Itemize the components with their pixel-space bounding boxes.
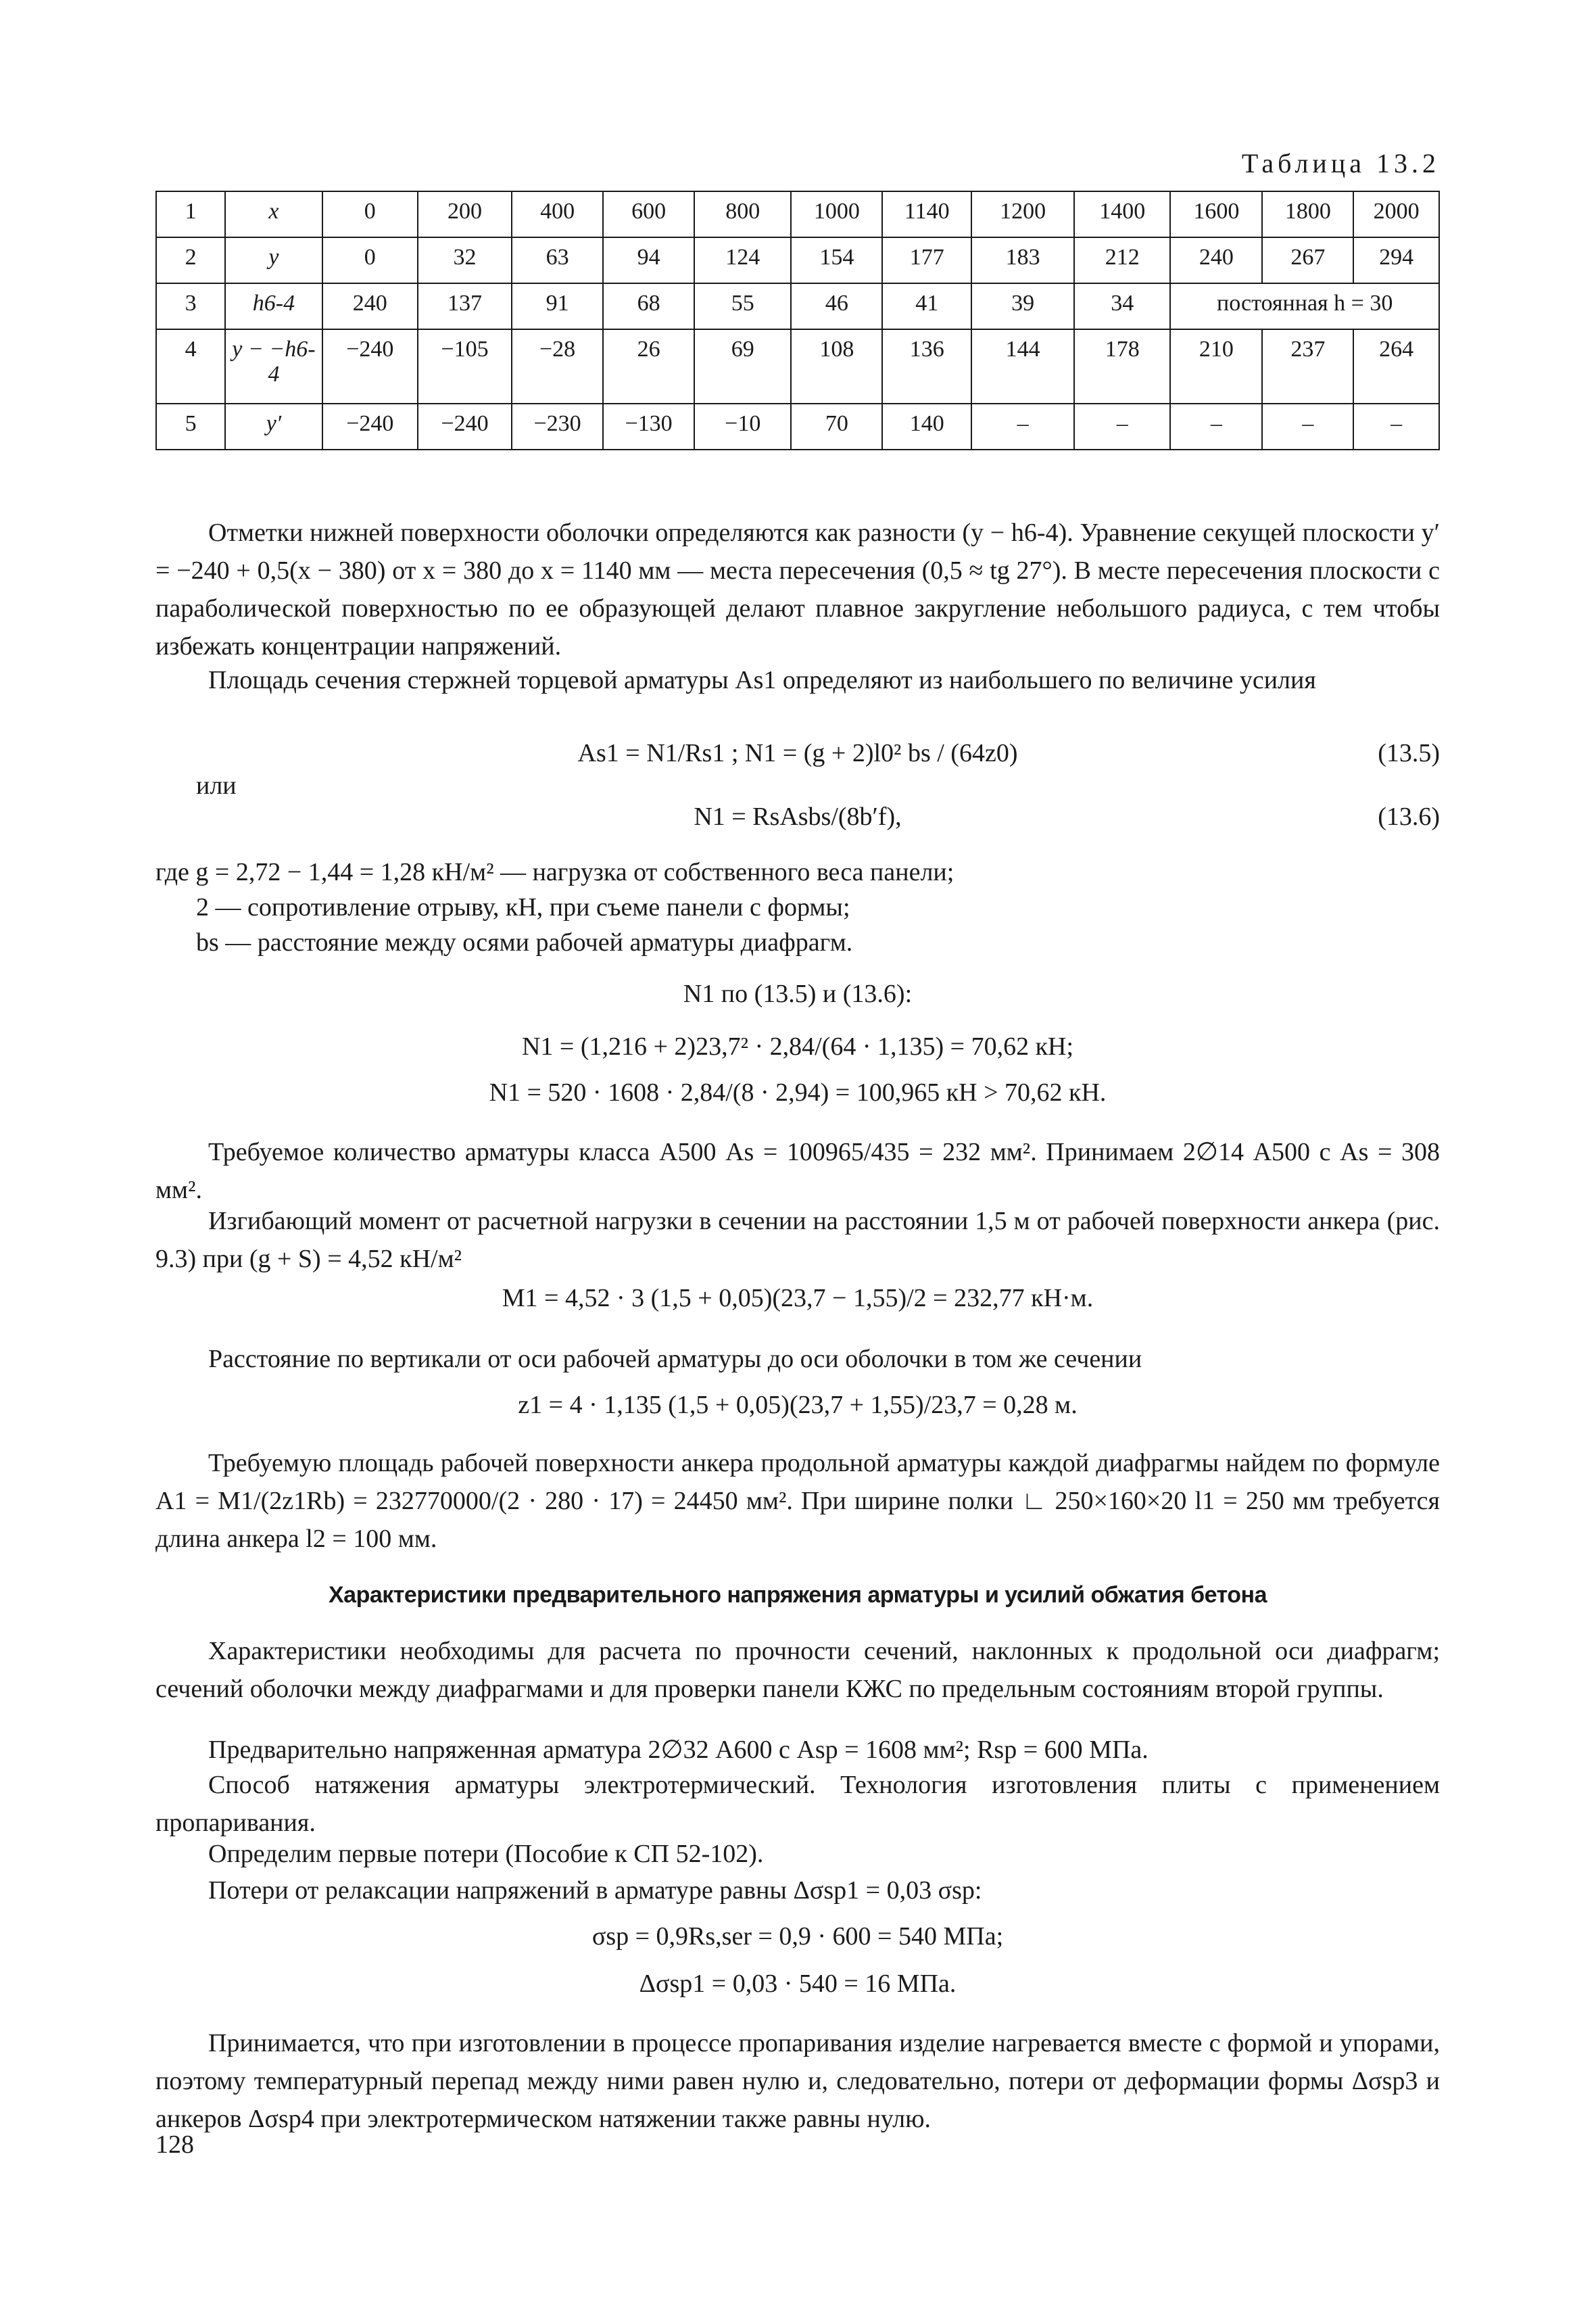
table-cell: 4 bbox=[156, 329, 225, 404]
table-cell: 2000 bbox=[1353, 191, 1439, 237]
table-cell: 94 bbox=[603, 237, 694, 283]
table-cell: y′ bbox=[225, 404, 322, 450]
table-cell: 69 bbox=[694, 329, 791, 404]
formula-sigma-sp: σsp = 0,9Rs,ser = 0,9 · 600 = 540 МПа; bbox=[591, 1922, 1004, 1951]
table-cell: 2 bbox=[156, 237, 225, 283]
table-cell: – bbox=[1170, 404, 1262, 450]
paragraph-steam-curing: Принимается, что при изготовлении в процессе пропаривания изделие нагревается вместе с формой и упорами, поэтому температурный перепад между ними равен нулю и, следовательно, потери от деформации формы Δσsp3 и анкеров Δσsp4 при электротермическом натяжении также равны нулю. bbox=[155, 2029, 1440, 2133]
table-cell: 32 bbox=[418, 237, 512, 283]
equation-13-5: As1 = N1/Rs1 ; N1 = (g + 2)l0² bs / (64z0) bbox=[577, 739, 1018, 767]
table-cell: 34 bbox=[1074, 283, 1170, 329]
table-row bbox=[156, 283, 1439, 329]
table-cell: 1000 bbox=[791, 191, 882, 237]
table-cell: 237 bbox=[1262, 329, 1353, 404]
table-cell: 3 bbox=[156, 283, 225, 329]
table-cell: 0 bbox=[322, 237, 418, 283]
table-cell: – bbox=[1074, 404, 1170, 450]
table-cell: 1 bbox=[156, 191, 225, 237]
table-row bbox=[156, 237, 1439, 283]
table-cell: 400 bbox=[512, 191, 603, 237]
table-cell: 137 bbox=[418, 283, 512, 329]
paragraph-end-reinforcement: Площадь сечения стержней торцевой арматуры As1 определяют из наибольшего по величине усилия bbox=[208, 666, 1316, 694]
formula-delta-sigma: Δσsp1 = 0,03 · 540 = 16 МПа. bbox=[639, 1970, 957, 1998]
table-cell: 5 bbox=[156, 404, 225, 450]
table-cell: 264 bbox=[1353, 329, 1439, 404]
table-cell: 294 bbox=[1353, 237, 1439, 283]
paragraph-tension-method: Способ натяжения арматуры электротермический. Технология изготовления плиты с применением пропаривания. bbox=[155, 1771, 1440, 1837]
table-cell: – bbox=[971, 404, 1074, 450]
table-cell: 200 bbox=[418, 191, 512, 237]
table-cell: 68 bbox=[603, 283, 694, 329]
where-line: 2 — сопротивление отрыву, кН, при съеме панели с формы; bbox=[196, 893, 850, 922]
table-cell: 240 bbox=[1170, 237, 1262, 283]
table-row bbox=[156, 191, 1439, 237]
equation-number: (13.5) bbox=[1378, 739, 1440, 767]
table-cell-merged: постоянная h = 30 bbox=[1170, 283, 1439, 329]
table-cell: 26 bbox=[603, 329, 694, 404]
table-cell: −240 bbox=[322, 329, 418, 404]
table-cell: 140 bbox=[882, 404, 971, 450]
table-cell: −10 bbox=[694, 404, 791, 450]
table-cell: −230 bbox=[512, 404, 603, 450]
page-number: 128 bbox=[155, 2130, 194, 2159]
table-cell: 55 bbox=[694, 283, 791, 329]
paragraph-bending-moment: Изгибающий момент от расчетной нагрузки в сечении на расстоянии 1,5 м от рабочей поверхности анкера (рис. 9.3) при (g + S) = 4,52 кН/м² bbox=[155, 1207, 1440, 1273]
table-cell: 39 bbox=[971, 283, 1074, 329]
table-cell: 800 bbox=[694, 191, 791, 237]
table-cell: 1600 bbox=[1170, 191, 1262, 237]
paragraph-anchor-area: Требуемую площадь рабочей поверхности анкера продольной арматуры каждой диафрагмы найдем по формуле A1 = M1/(2z1Rb) = 232770000/(2 · 280 · 17) = 24450 мм². При ширине полки ∟ 250×160×20 l1 = 250 мм требуется длина анкера l2 = 100 мм. bbox=[155, 1449, 1440, 1553]
table-cell: 63 bbox=[512, 237, 603, 283]
table-cell: – bbox=[1262, 404, 1353, 450]
table-cell: −105 bbox=[418, 329, 512, 404]
table-cell: x bbox=[225, 191, 322, 237]
paragraph-required-reinforcement: Требуемое количество арматуры класса А500 As = 100965/435 = 232 мм². Принимаем 2∅14 А500 с As = 308 мм². bbox=[155, 1138, 1440, 1204]
table-row bbox=[156, 404, 1439, 450]
document-page bbox=[155, 0, 1440, 2315]
paragraph-prestressed: Предварительно напряженная арматура 2∅32 А600 с Asp = 1608 мм²; Rsp = 600 МПа. bbox=[208, 1736, 1148, 1764]
equation-number: (13.6) bbox=[1378, 803, 1440, 831]
table-cell: 177 bbox=[882, 237, 971, 283]
table-row bbox=[156, 329, 1439, 404]
table-cell: 136 bbox=[882, 329, 971, 404]
table-cell: 1400 bbox=[1074, 191, 1170, 237]
table-cell: 70 bbox=[791, 404, 882, 450]
table-cell: – bbox=[1353, 404, 1439, 450]
table-cell: 267 bbox=[1262, 237, 1353, 283]
table-cell: 178 bbox=[1074, 329, 1170, 404]
table-cell: 600 bbox=[603, 191, 694, 237]
equation-13-6: N1 = RsAsbs/(8b′f), bbox=[694, 803, 902, 831]
table-cell: 1200 bbox=[971, 191, 1074, 237]
table-cell: 124 bbox=[694, 237, 791, 283]
table-caption: Таблица 13.2 bbox=[1241, 148, 1440, 178]
paragraph-vertical-distance: Расстояние по вертикали от оси рабочей арматуры до оси оболочки в том же сечении bbox=[208, 1345, 1142, 1373]
table-cell: 108 bbox=[791, 329, 882, 404]
table-cell: y − −h6-4 bbox=[225, 329, 322, 404]
data-table bbox=[155, 191, 1440, 450]
table-cell: −28 bbox=[512, 329, 603, 404]
table-cell: 183 bbox=[971, 237, 1074, 283]
section-heading: Характеристики предварительного напряжения арматуры и усилий обжатия бетона bbox=[329, 1582, 1267, 1608]
paragraph-relaxation: Потери от релаксации напряжений в арматуре равны Δσsp1 = 0,03 σsp: bbox=[208, 1876, 982, 1905]
table-cell: −130 bbox=[603, 404, 694, 450]
table-cell: y bbox=[225, 237, 322, 283]
or-label: или bbox=[196, 771, 237, 800]
table-cell: −240 bbox=[322, 404, 418, 450]
formula-z1: z1 = 4 · 1,135 (1,5 + 0,05)(23,7 + 1,55)/23,7 = 0,28 м. bbox=[518, 1391, 1078, 1419]
paragraph-first-losses: Определим первые потери (Пособие к СП 52-102). bbox=[208, 1840, 764, 1868]
table-cell: 240 bbox=[322, 283, 418, 329]
where-line: bs — расстояние между осями рабочей арматуры диафрагм. bbox=[196, 928, 853, 957]
table-cell: −240 bbox=[418, 404, 512, 450]
table-cell: 0 bbox=[322, 191, 418, 237]
formula-m1: M1 = 4,52 · 3 (1,5 + 0,05)(23,7 − 1,55)/2 = 232,77 кН·м. bbox=[502, 1284, 1094, 1312]
paragraph-characteristics: Характеристики необходимы для расчета по прочности сечений, наклонных к продольной оси диафрагм; сечений оболочки между диафрагмами и для проверки панели КЖС по предельным состояниям второй группы. bbox=[155, 1637, 1440, 1703]
formula-header: N1 по (13.5) и (13.6): bbox=[683, 980, 913, 1008]
table-cell: 1140 bbox=[882, 191, 971, 237]
table-cell: 91 bbox=[512, 283, 603, 329]
table-cell: 212 bbox=[1074, 237, 1170, 283]
formula-n1-a: N1 = (1,216 + 2)23,7² · 2,84/(64 · 1,135) = 70,62 кН; bbox=[521, 1032, 1074, 1061]
paragraph-surface-marks: Отметки нижней поверхности оболочки определяются как разности (y − h6-4). Уравнение секущей плоскости y′ = −240 + 0,5(x − 380) от x = 380 до x = 1140 мм — места пересечения (0,5 ≈ tg 27°). В месте пересечения плоскости с параболической поверхностью по ее образующей делают плавное закругление небольшого радиуса, с тем чтобы избежать концентрации напряжений. bbox=[155, 519, 1440, 661]
table-cell: 144 bbox=[971, 329, 1074, 404]
formula-n1-b: N1 = 520 · 1608 · 2,84/(8 · 2,94) = 100,965 кН > 70,62 кН. bbox=[489, 1078, 1107, 1107]
where-line: где g = 2,72 − 1,44 = 1,28 кН/м² — нагрузка от собственного веса панели; bbox=[155, 858, 954, 886]
table-cell: 41 bbox=[882, 283, 971, 329]
table-cell: 154 bbox=[791, 237, 882, 283]
table-cell: h6-4 bbox=[225, 283, 322, 329]
table-cell: 46 bbox=[791, 283, 882, 329]
table-cell: 210 bbox=[1170, 329, 1262, 404]
table-cell: 1800 bbox=[1262, 191, 1353, 237]
